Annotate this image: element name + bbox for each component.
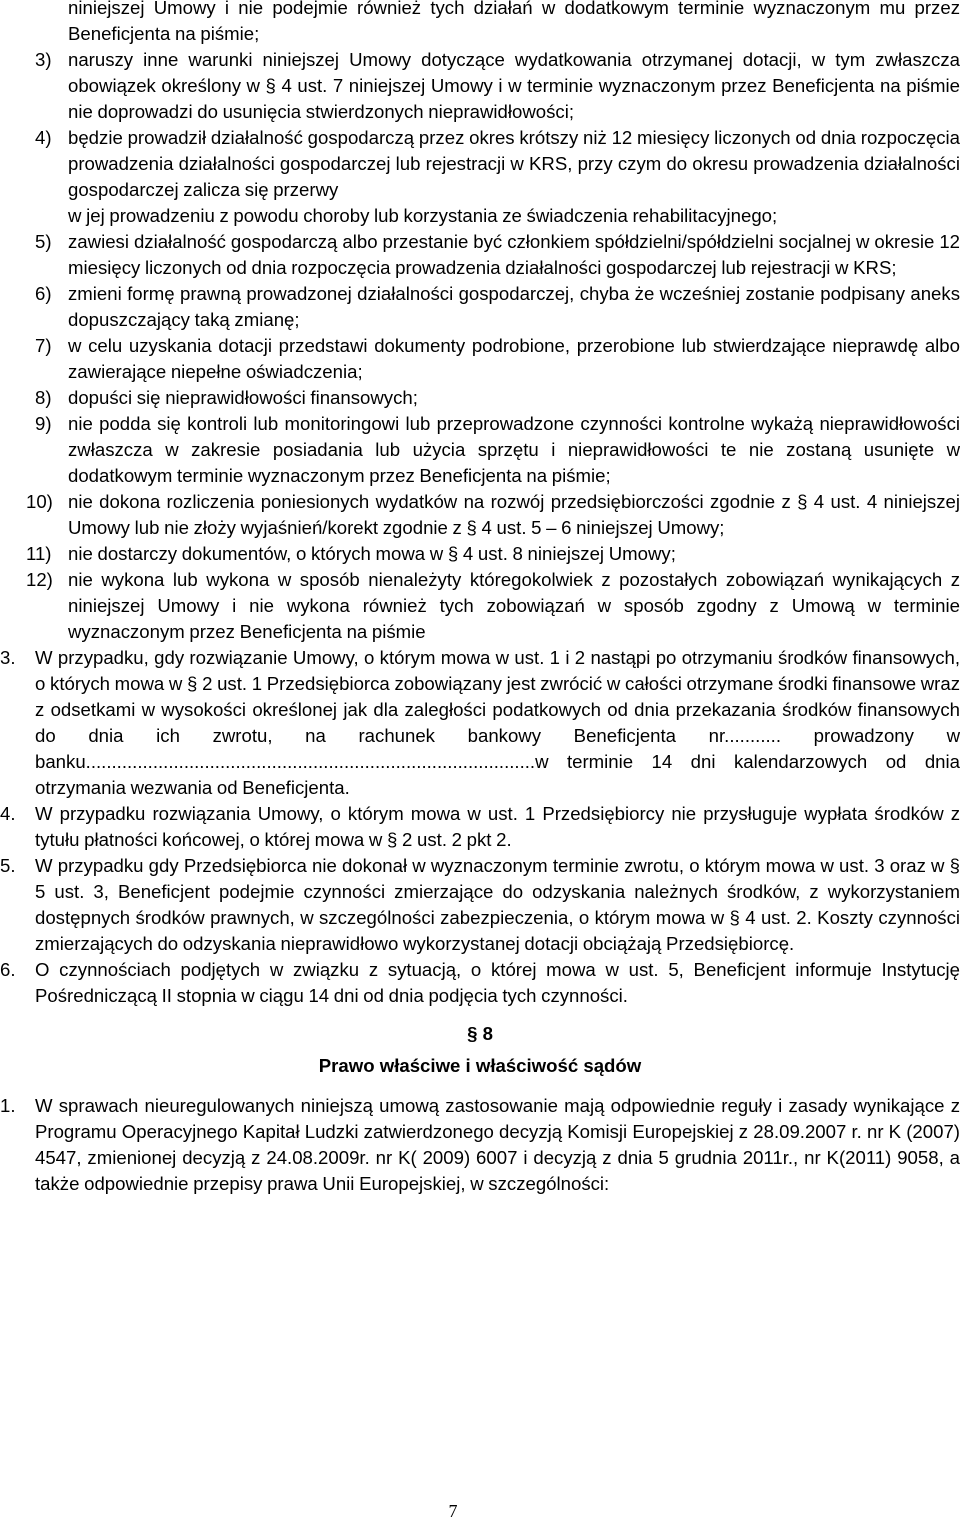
paragraph-text: W sprawach nieuregulowanych niniejszą umową zastosowanie mają odpowiednie reguły i zasady wynikające z Programu Operacyjnego Kapitał Ludzki zatwierdzonego decyzją Komisji Europejskiej z 28.09.2007 r. nr K (2007) 4547, zmienionej decyzją z 24.08.2009r. nr K( 2009) 6007 i decyzją z dnia 5 grudnia 2011r., nr K(2011) 9058, a także odpowiednie przepisy prawa Unii Europejskiej, w szczególności: [35,1095,960,1194]
paragraph-number: 1. [0,1095,16,1116]
page-number: 7 [448,1501,458,1521]
list-item [0,125,960,203]
section-paragraph-list [0,1093,960,1197]
list-item [0,281,960,333]
paragraph-number: 5. [0,855,16,876]
list-item-continuation [0,203,960,229]
list-item [0,411,960,489]
list-item [0,333,960,385]
item-number: 8) [35,387,52,408]
paragraph-item [0,645,960,801]
paragraph-text: W przypadku rozwiązania Umowy, o którym mowa w ust. 1 Przedsiębiorcy nie przysługuje wypłata środków z tytułu płatności końcowej, o której mowa w § 2 ust. 2 pkt 2. [35,803,960,850]
paragraph-text: W przypadku gdy Przedsiębiorca nie dokonał w wyznaczonym terminie zwrotu, o którym mowa w ust. 3 oraz w § 5 ust. 3, Beneficjent podejmie czynności zmierzające do odzyskania należnych środków, z wykorzystaniem dostępnych środków prawnych, w szczególności zabezpieczenia, o którym mowa w § 4 ust. 2. Koszty czynności zmierzających do odzyskania nieprawidłowo wykorzystanej dotacji obciążają Przedsiębiorcę. [35,855,960,954]
paragraph-item [0,853,960,957]
paragraph-text: W przypadku, gdy rozwiązanie Umowy, o którym mowa w ust. 1 i 2 nastąpi po otrzymaniu środków finansowych, o których mowa w § 2 ust. 1 Przedsiębiorca zobowiązany jest zwrócić w całości otrzymane środki finansowe wraz z odsetkami w wysokości określonej jak dla zaległości podatkowych od dnia przekazania środków finansowych do dnia ich zwrotu, na rachunek bankowy Beneficjenta nr........... prowadzony w banku.......................................................................................w terminie 14 dni kalendarzowych od dnia otrzymania wezwania od Beneficjenta. [35,647,960,798]
item-number: 9) [35,413,52,434]
sub-point-list [0,47,960,645]
paragraph-item [0,957,960,1009]
section-sign: § 8 [467,1023,493,1044]
item-text: nie wykona lub wykona w sposób nienależyty któregokolwiek z pozostałych zobowiązań wynikających z niniejszej Umowy i nie wykona również tych zobowiązań w sposób zgodny z Umową w terminie wyznaczonym przez Beneficjenta na piśmie [68,569,960,642]
list-item [0,567,960,645]
list-item [0,385,960,411]
item-number: 5) [35,231,52,252]
item-text: w celu uzyskania dotacji przedstawi dokumenty podrobione, przerobione lub stwierdzające nieprawdę albo zawierające niepełne oświadczenia; [68,335,960,382]
paragraph-number: 4. [0,803,16,824]
item-number: 6) [35,283,52,304]
item-number: 11) [26,543,52,564]
list-item [0,541,960,567]
item-text: w jej prowadzeniu z powodu choroby lub korzystania ze świadczenia rehabilitacyjnego; [68,205,778,226]
item-number: 12) [26,569,53,590]
item-number: 4) [35,127,52,148]
item-text: zawiesi działalność gospodarczą albo przestanie być członkiem spółdzielni/spółdzielni socjalnej w okresie 12 miesięcy liczonych od dnia rozpoczęcia prowadzenia działalności gospodarczej lub rejestracji w KRS; [68,231,960,278]
item-text: zmieni formę prawną prowadzonej działalności gospodarczej, chyba że wcześniej zostanie podpisany aneks dopuszczający taką zmianę; [68,283,960,330]
main-paragraph-list [0,645,960,1009]
item-number: 7) [35,335,52,356]
item-number: 10) [26,491,53,512]
list-item [0,229,960,281]
paragraph-number: 6. [0,959,16,980]
paragraph-item [0,1093,960,1197]
section-title: Prawo właściwe i właściwość sądów [318,1055,642,1076]
paragraph-text: O czynnościach podjętych w związku z sytuacją, o której mowa w ust. 5, Beneficjent informuje Instytucję Pośredniczącą II stopnia w ciągu 14 dni od dnia podjęcia tych czynności. [35,959,960,1006]
paragraph-number: 3. [0,647,16,668]
item-text: nie dostarczy dokumentów, o których mowa w § 4 ust. 8 niniejszej Umowy; [68,543,676,564]
item-text: naruszy inne warunki niniejszej Umowy dotyczące wydatkowania otrzymanej dotacji, w tym zwłaszcza obowiązek określony w § 4 ust. 7 niniejszej Umowy i w terminie wyznaczonym przez Beneficjenta na piśmie nie doprowadzi do usunięcia stwierdzonych nieprawidłowości; [68,49,960,122]
paragraph-item [0,801,960,853]
item-text: nie dokona rozliczenia poniesionych wydatków na rozwój przedsiębiorczości zgodnie z § 4 ust. 4 niniejszej Umowy lub nie złoży wyjaśnień/korekt zgodnie z § 4 ust. 5 – 6 niniejszej Umowy; [68,491,960,538]
continued-paragraph: niniejszej Umowy i nie podejmie również tych działań w dodatkowym terminie wyznaczonym mu przez Beneficjenta na piśmie; [68,0,960,44]
item-text: będzie prowadził działalność gospodarczą przez okres krótszy niż 12 miesięcy liczonych od dnia rozpoczęcia prowadzenia działalności gospodarczej lub rejestracji w KRS, przy czym do okresu prowadzenia działalności gospodarczej zalicza się przerwy [68,127,960,200]
list-item [0,47,960,125]
item-number: 3) [35,49,52,70]
list-item [0,489,960,541]
item-text: dopuści się nieprawidłowości finansowych; [68,387,418,408]
item-text: nie podda się kontroli lub monitoringowi lub przeprowadzone czynności kontrolne wykażą nieprawidłowości zwłaszcza w zakresie posiadania lub użycia sprzętu i nieprawidłowości te nie zostaną usunięte w dodatkowym terminie wyznaczonym przez Beneficjenta na piśmie; [68,413,960,486]
